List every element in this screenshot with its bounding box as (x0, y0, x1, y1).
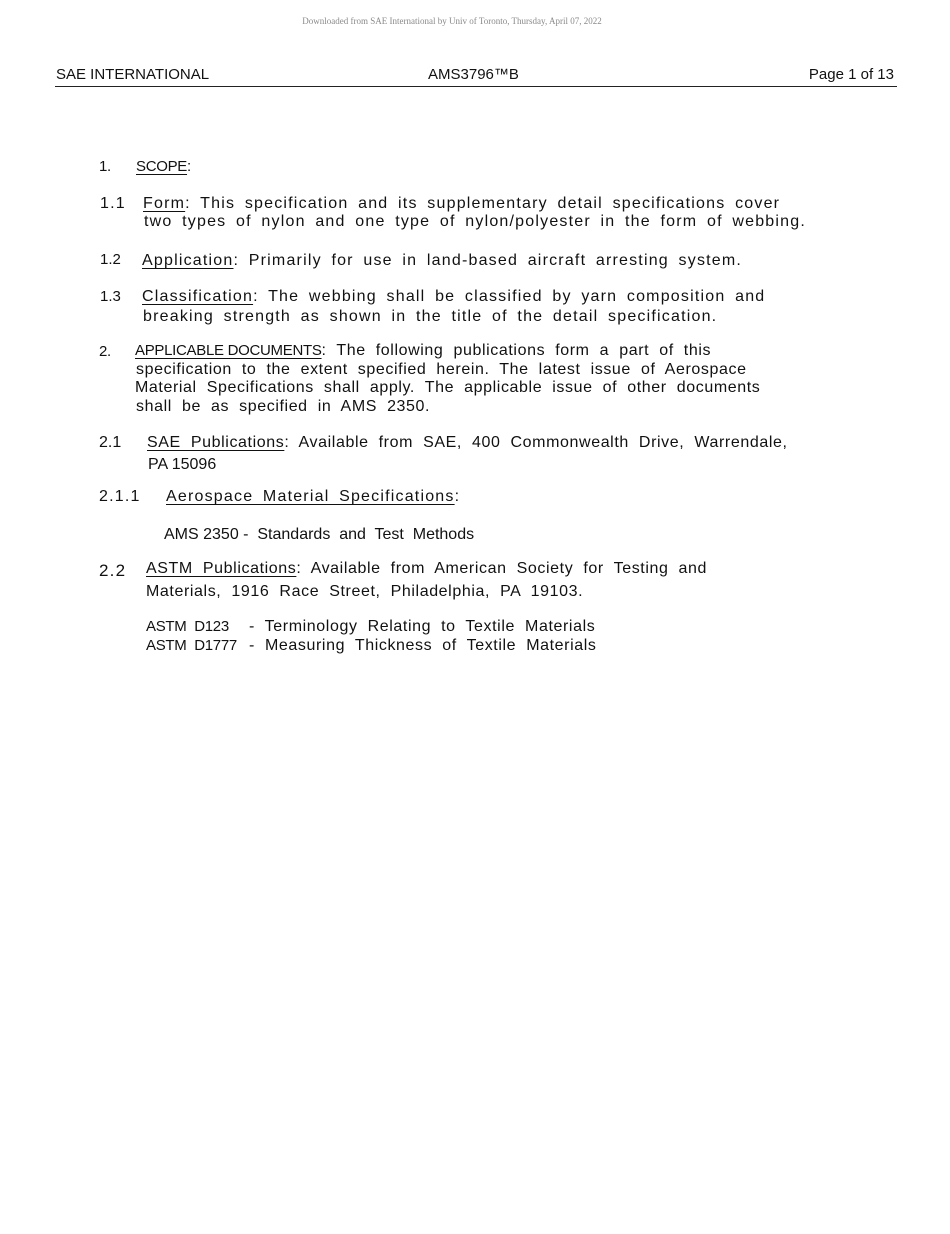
section-2-2-line2: Materials, 1916 Race Street, Philadelphia, PA 19103. (146, 583, 584, 600)
section-1-heading (136, 158, 191, 175)
section-1-3-line1 (142, 288, 765, 306)
section-1-2-line1 (142, 252, 742, 270)
section-2-number: 2. (99, 343, 111, 360)
section-2-2-title: ASTM Publications (146, 560, 297, 577)
section-2-1-1-title: Aerospace Material Specifications (166, 488, 455, 505)
section-2-1-line1 (147, 434, 788, 452)
download-watermark: Downloaded from SAE International by Univ of Toronto, Thursday, April 07, 2022 (302, 16, 602, 26)
astm-d123-description: - Terminology Relating to Textile Materials (249, 618, 596, 635)
section-2-2-line1 (146, 560, 707, 578)
section-2-line4: shall be as specified in AMS 2350. (136, 398, 431, 415)
header-rule (55, 86, 897, 87)
astm-d123-code: ASTM D123 (146, 618, 229, 635)
section-1-number: 1. (99, 158, 111, 175)
section-1-colon: : (187, 158, 191, 175)
section-1-3-text: : The webbing shall be classified by yarn composition and (253, 288, 766, 305)
section-2-1-text: : Available from SAE, 400 Commonwealth Drive, Warrendale, (284, 434, 788, 451)
section-1-2-number: 1.2 (100, 251, 121, 268)
section-1-1-text: : This specification and its supplementary detail specifications cover (185, 195, 781, 212)
section-1-1-line1 (143, 195, 780, 213)
section-2-line3: Material Specifications shall apply. The applicable issue of other documents (135, 379, 761, 396)
section-1-1-title: Form (143, 195, 186, 212)
section-1-3-number: 1.3 (100, 288, 121, 305)
section-1-1-line2: two types of nylon and one type of nylon/polyester in the form of webbing. (144, 213, 807, 230)
section-2-1-title: SAE Publications (147, 434, 285, 451)
ams-2350-reference: AMS 2350 - Standards and Test Methods (164, 526, 475, 543)
section-2-1-1-number: 2.1.1 (99, 488, 141, 505)
section-2-1-1-colon: : (454, 488, 461, 505)
header-doc-id: AMS3796™B (428, 66, 519, 83)
section-1-title: SCOPE (136, 158, 188, 175)
section-1-1-number: 1.1 (100, 195, 126, 212)
section-2-line1 (135, 342, 711, 360)
section-2-text: : The following publications form a part of this (321, 342, 712, 359)
header-org: SAE INTERNATIONAL (56, 66, 210, 83)
astm-d1777-code: ASTM D1777 (146, 637, 237, 654)
section-2-2-number: 2.2 (99, 561, 127, 580)
section-2-1-line2: PA 15096 (148, 456, 217, 473)
astm-d1777-description: - Measuring Thickness of Textile Materials (249, 637, 597, 654)
section-2-2-text: : Available from American Society for Testing and (296, 560, 708, 577)
section-1-3-line2: breaking strength as shown in the title of the detail specification. (143, 308, 718, 325)
section-2-title: APPLICABLE DOCUMENTS (135, 342, 322, 359)
section-2-1-1-heading (166, 488, 460, 506)
header-page-number: Page 1 of 13 (808, 66, 894, 83)
section-1-2-text: : Primarily for use in land-based aircraft arresting system. (233, 252, 743, 269)
section-1-3-title: Classification (142, 288, 254, 305)
section-2-line2: specification to the extent specified herein. The latest issue of Aerospace (136, 361, 747, 378)
section-1-2-title: Application (142, 252, 234, 269)
section-2-1-number: 2.1 (99, 434, 122, 451)
